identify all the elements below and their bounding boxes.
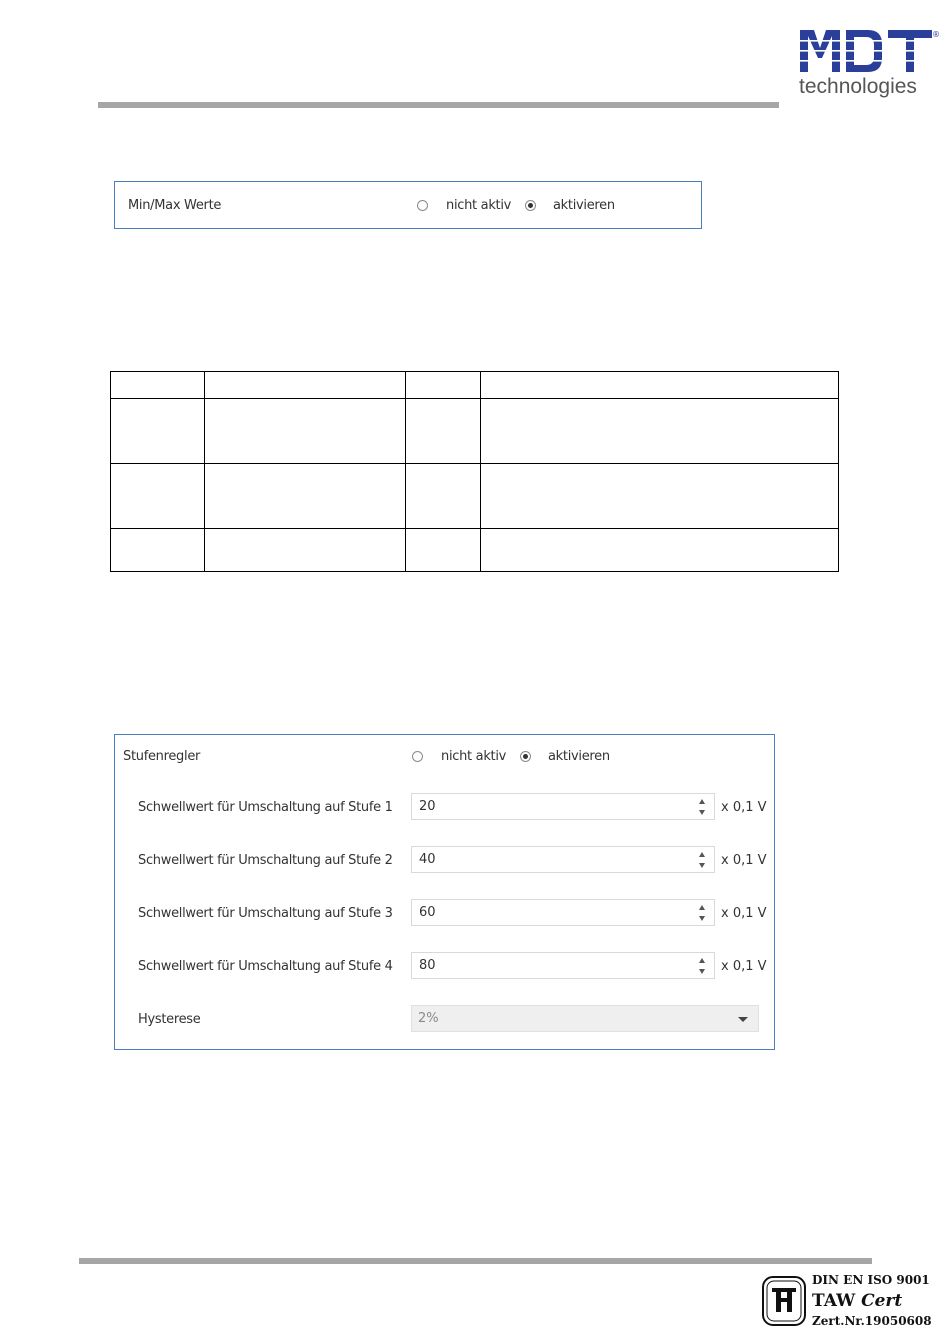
table-cell: [481, 464, 839, 529]
hysterese-value: 2%: [418, 1011, 439, 1026]
spin-arrows-icon[interactable]: [698, 903, 706, 923]
table-cell: [205, 464, 406, 529]
table-cell: [406, 529, 481, 572]
stufenregler-label: Stufenregler: [123, 749, 201, 764]
threshold-1-label: Schwellwert für Umschaltung auf Stufe 1: [138, 800, 393, 815]
minmax-option-aktivieren-label: aktivieren: [553, 198, 615, 213]
cert-cert-text: Cert: [861, 1291, 903, 1311]
minmax-panel: [114, 181, 702, 229]
empty-table: [110, 371, 839, 572]
cert-iso-line: DIN EN ISO 9001: [812, 1273, 930, 1287]
threshold-3-label: Schwellwert für Umschaltung auf Stufe 3: [138, 906, 393, 921]
threshold-1-unit: x 0,1 V: [721, 800, 767, 815]
threshold-4-label: Schwellwert für Umschaltung auf Stufe 4: [138, 959, 393, 974]
threshold-4-unit: x 0,1 V: [721, 959, 767, 974]
cert-number-line: Zert.Nr.19050608: [812, 1314, 932, 1328]
threshold-2-unit: x 0,1 V: [721, 853, 767, 868]
hysterese-label: Hysterese: [138, 1012, 201, 1027]
header-rule: [98, 102, 779, 108]
table-cell: [406, 464, 481, 529]
minmax-option-nicht-aktiv-label: nicht aktiv: [446, 198, 512, 213]
stufenregler-option-nicht-aktiv-label: nicht aktiv: [441, 749, 507, 764]
spin-arrows-icon[interactable]: [698, 956, 706, 976]
stufenregler-radio-aktivieren[interactable]: [520, 751, 531, 762]
stufenregler-panel: [114, 734, 775, 1050]
table-row: [111, 464, 839, 529]
table-cell: [406, 372, 481, 399]
table-cell: [205, 529, 406, 572]
threshold-3-unit: x 0,1 V: [721, 906, 767, 921]
hysterese-select[interactable]: [411, 1005, 759, 1032]
table-cell: [111, 372, 205, 399]
table-cell: [111, 399, 205, 464]
spin-arrows-icon[interactable]: [698, 797, 706, 817]
table-row: [111, 372, 839, 399]
threshold-3-spinbox[interactable]: [411, 899, 715, 926]
registered-mark: ®: [932, 30, 940, 39]
threshold-2-spinbox[interactable]: [411, 846, 715, 873]
table-row: [111, 529, 839, 572]
logo-subtitle: technologies: [799, 75, 917, 98]
minmax-radio-nicht-aktiv[interactable]: [417, 200, 428, 211]
stufenregler-radio-nicht-aktiv[interactable]: [412, 751, 423, 762]
threshold-3-value: 60: [419, 905, 436, 920]
table-cell: [205, 399, 406, 464]
threshold-1-value: 20: [419, 799, 436, 814]
cert-taw-line: [812, 1291, 902, 1311]
spin-arrows-icon[interactable]: [698, 850, 706, 870]
taw-cert-seal-icon: [762, 1276, 806, 1326]
table-row: [111, 399, 839, 464]
table-cell: [111, 464, 205, 529]
stufenregler-option-aktivieren-label: aktivieren: [548, 749, 610, 764]
threshold-2-label: Schwellwert für Umschaltung auf Stufe 2: [138, 853, 393, 868]
table-cell: [481, 529, 839, 572]
threshold-1-spinbox[interactable]: [411, 793, 715, 820]
minmax-radio-aktivieren[interactable]: [525, 200, 536, 211]
chevron-down-icon[interactable]: [738, 1017, 748, 1022]
table-cell: [205, 372, 406, 399]
minmax-label: Min/Max Werte: [128, 198, 222, 213]
threshold-4-spinbox[interactable]: [411, 952, 715, 979]
threshold-2-value: 40: [419, 852, 436, 867]
table-cell: [111, 529, 205, 572]
table-cell: [481, 372, 839, 399]
table-cell: [481, 399, 839, 464]
table-cell: [406, 399, 481, 464]
cert-taw-text: TAW: [812, 1291, 862, 1311]
footer-rule: [79, 1258, 872, 1264]
threshold-4-value: 80: [419, 958, 436, 973]
